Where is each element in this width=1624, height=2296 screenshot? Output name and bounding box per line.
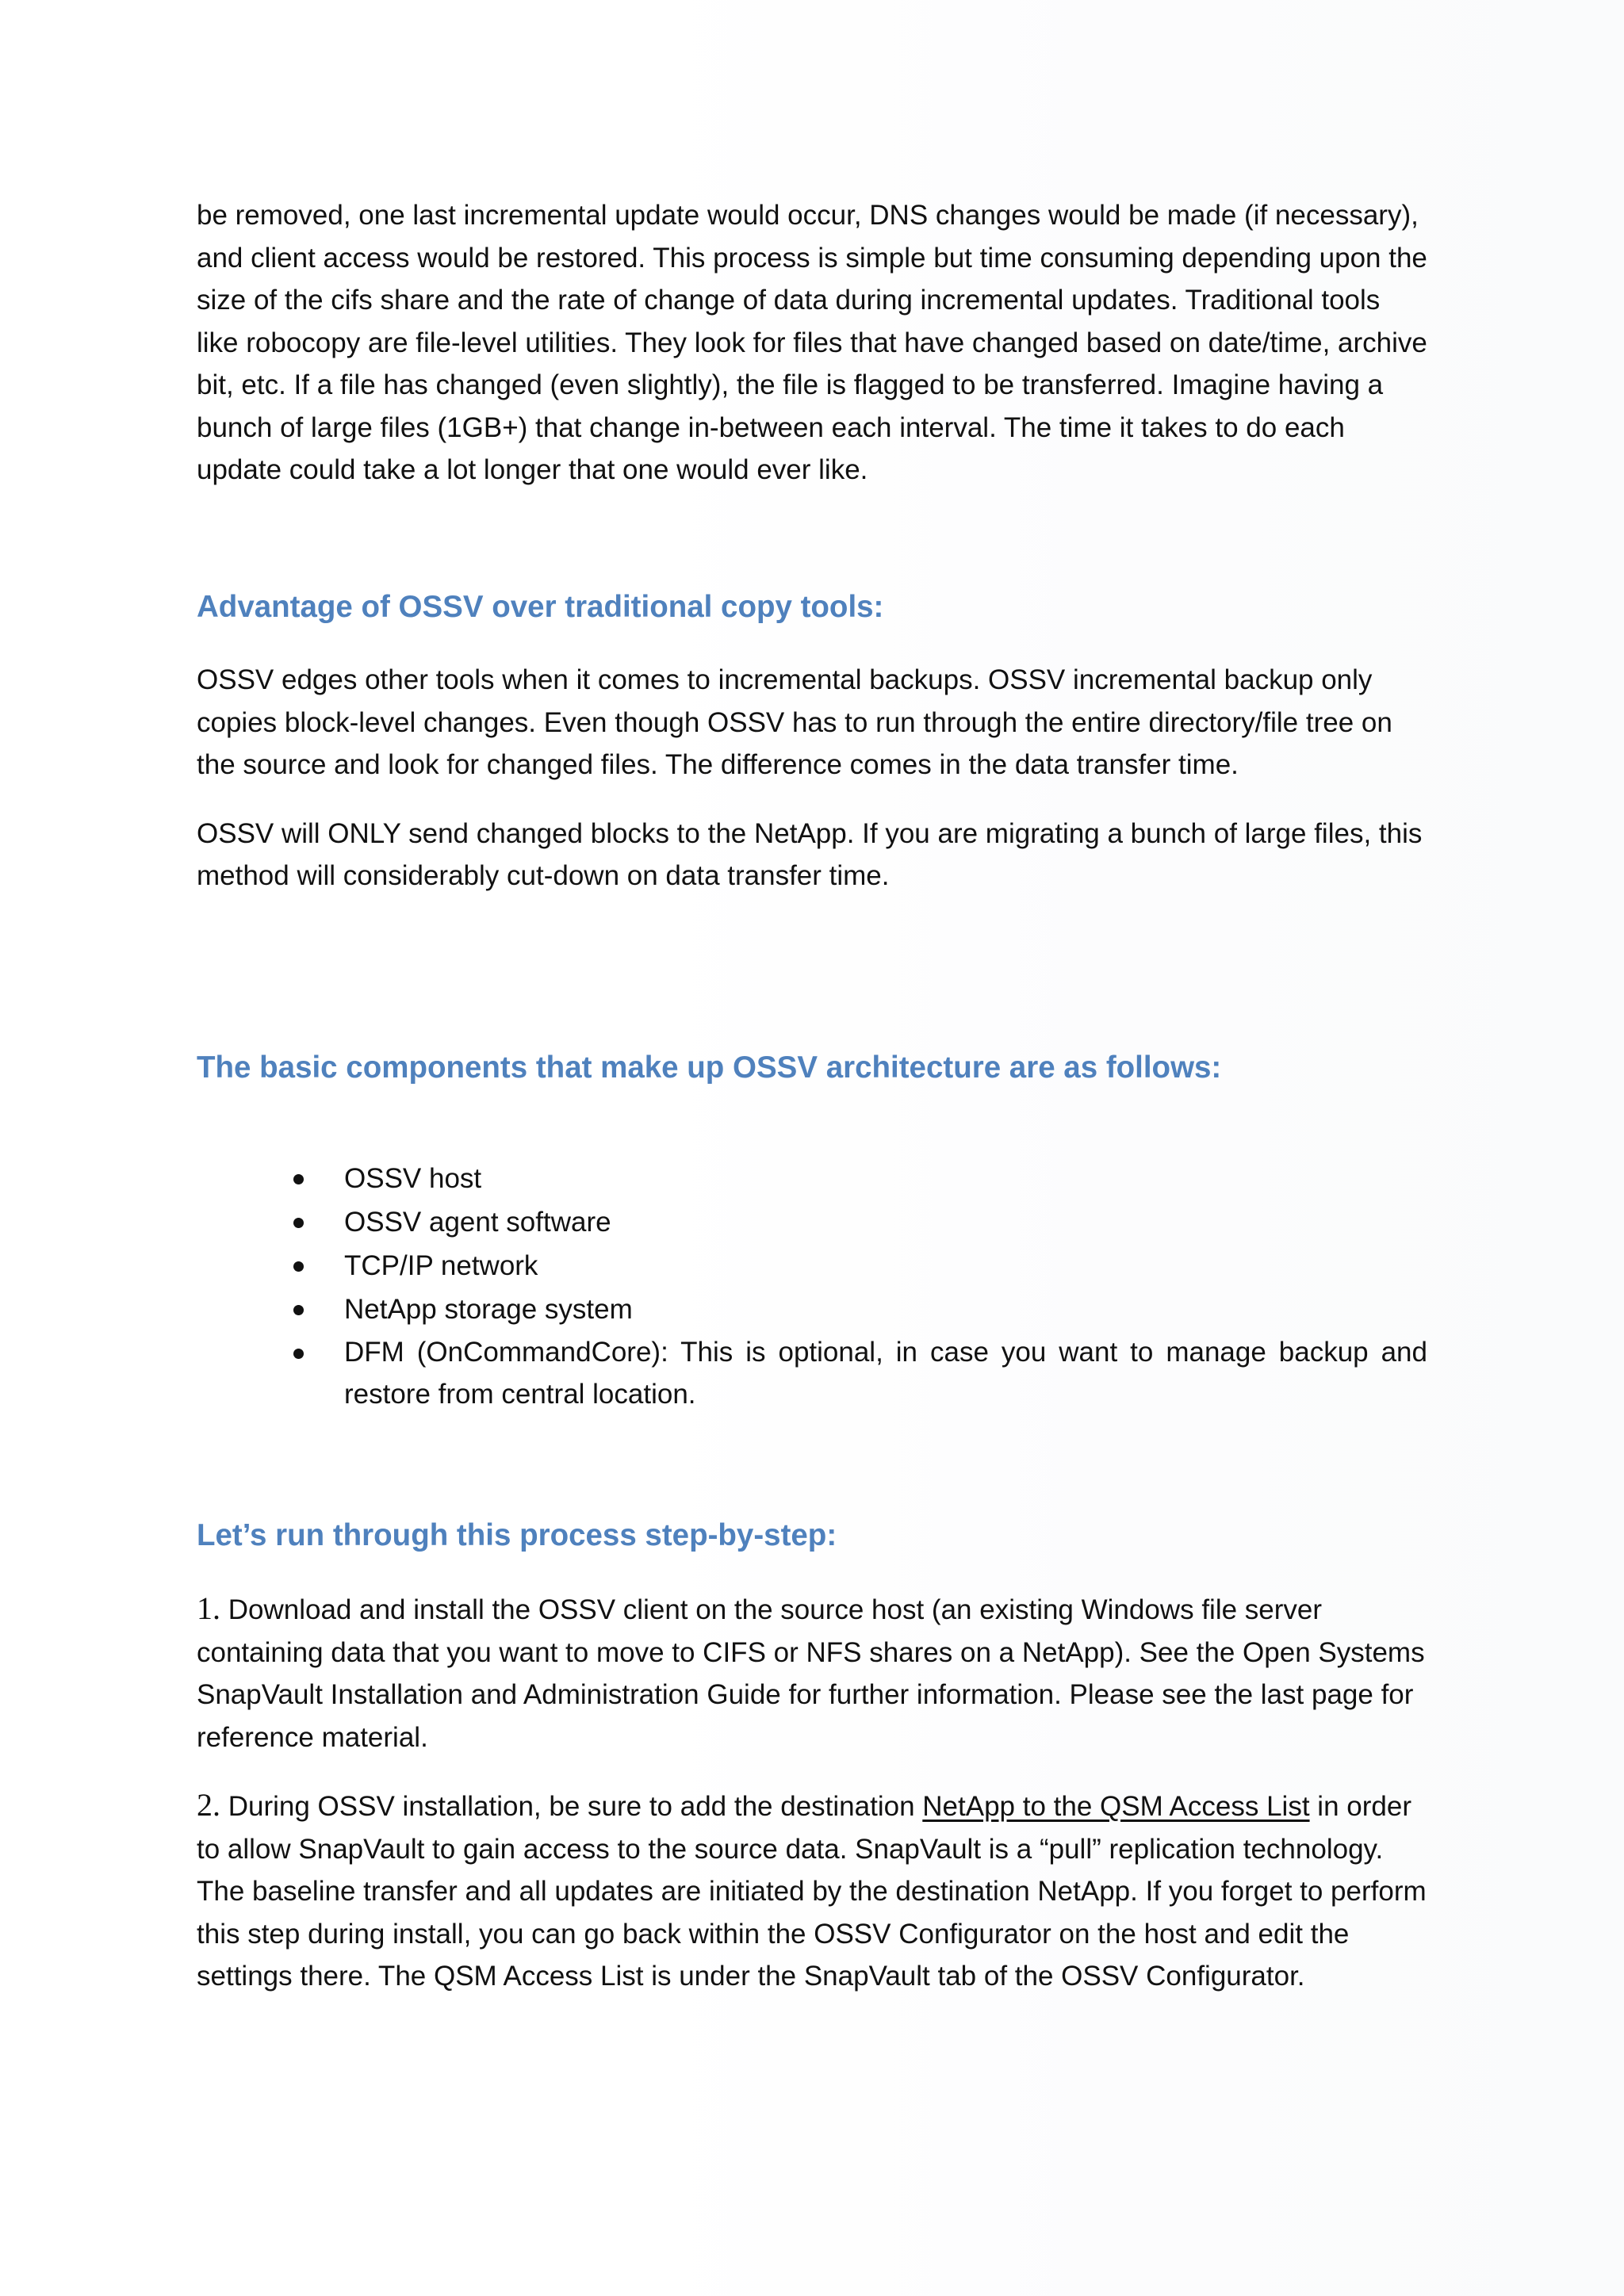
step-2 — [197, 1784, 1427, 1998]
components-heading: The basic components that make up OSSV architecture are as follows: — [197, 1050, 1222, 1085]
bullet-icon — [293, 1305, 304, 1315]
list-item: NetApp storage system — [197, 1288, 1427, 1331]
advantage-heading: Advantage of OSSV over traditional copy tools: — [197, 590, 884, 624]
steps-heading: Let’s run through this process step-by-step: — [197, 1518, 837, 1552]
list-item: TCP/IP network — [197, 1244, 1427, 1288]
intro-section — [197, 194, 1427, 492]
qsm-access-list-link[interactable]: NetApp to the QSM Access List — [922, 1791, 1310, 1822]
intro-paragraph: be removed, one last incremental update would occur, DNS changes would be made (if necessary), and client access would be restored. This process is simple but time consuming depending upon the size of the cifs share and the rate of change of data during incremental updates. Traditional tools like robocopy are file-level utilities. They look for files that have changed based on date/time, archive bit, etc. If a file has changed (even slightly), the file is flagged to be transferred. Imagine having a bunch of large files (1GB+) that change in-between each interval. The time it takes to do each update could take a lot longer that one would ever like. — [197, 200, 1427, 485]
advantage-paragraph-2: OSSV will ONLY send changed blocks to the NetApp. If you are migrating a bunch of large files, this method will considerably cut-down on data transfer time. — [197, 817, 1423, 891]
components-list — [197, 1157, 1427, 1415]
bullet-icon — [293, 1174, 304, 1184]
step-1-number: 1. — [197, 1590, 220, 1626]
bullet-icon — [293, 1349, 304, 1359]
step-2-number: 2. — [197, 1787, 220, 1823]
bullet-icon — [293, 1261, 304, 1272]
list-item: DFM (OnCommandCore): This is optional, in case you want to manage backup and restore from central location. — [197, 1331, 1427, 1415]
step-2-text-after: in order to allow SnapVault to gain access to the source data. SnapVault is a “pull” replication technology. The baseline transfer and all updates are initiated by the destination NetApp. If you forget to perform this step during install, you can go back within the OSSV Configurator on the host and edit the settings there. The QSM Access List is under the SnapVault tab of the OSSV Configurator. — [197, 1791, 1427, 1992]
advantage-paragraph-1: OSSV edges other tools when it comes to incremental backups. OSSV incremental backup only copies block-level changes. Even though OSSV has to run through the entire directory/file tree on the source and look for changed files. The difference comes in the data transfer time. — [197, 664, 1392, 780]
advantage-section — [197, 659, 1427, 897]
steps-section — [197, 1587, 1427, 1998]
step-1-text: Download and install the OSSV client on the source host (an existing Windows file server containing data that you want to move to CIFS or NFS shares on a NetApp). See the Open Systems SnapVault Installation and Administration Guide for further information. Please see the last page for reference material. — [197, 1594, 1425, 1753]
step-2-text-before: During OSSV installation, be sure to add the destination — [228, 1791, 915, 1822]
step-1 — [197, 1587, 1427, 1758]
list-item: OSSV agent software — [197, 1200, 1427, 1244]
bullet-icon — [293, 1218, 304, 1228]
list-item: OSSV host — [197, 1157, 1427, 1200]
